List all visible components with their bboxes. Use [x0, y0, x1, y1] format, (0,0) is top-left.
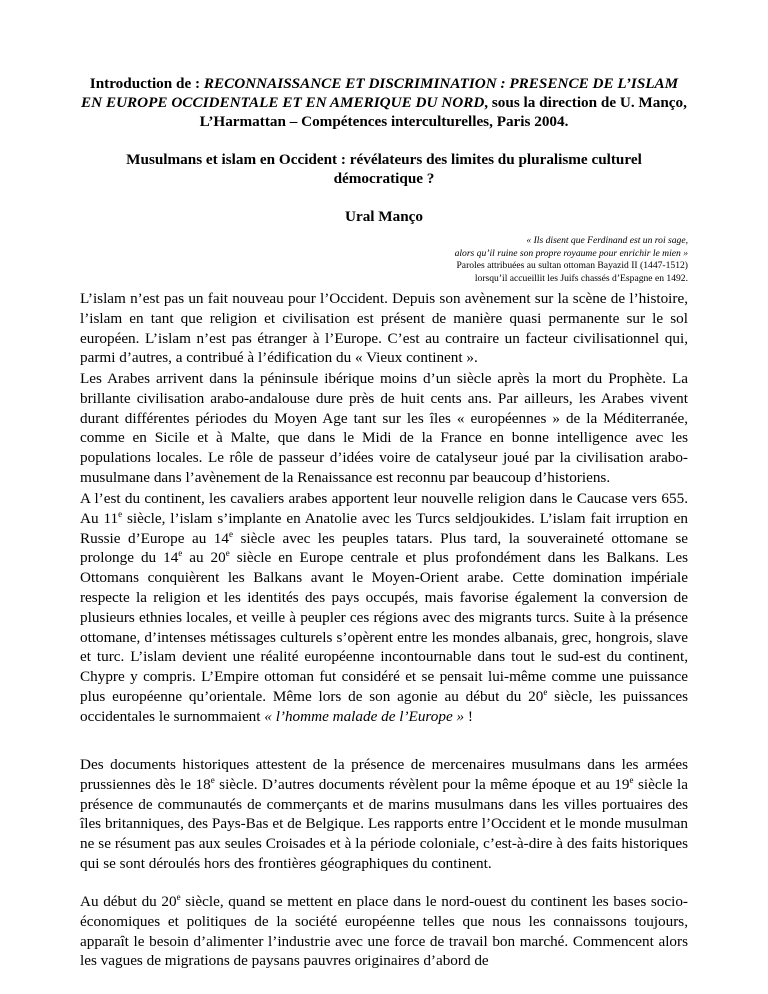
- paragraph-3: A l’est du continent, les cavaliers arabes apportent leur nouvelle religion dans le Caucase vers 655. Au 11e siècle, l’islam s’implante en Anatolie avec les Turcs seldjoukides. L’islam fait irruption en Russie d’Europe au 14e siècle avec les peuples tatars. Plus tard, la souveraineté ottomane se prolonge du 14e au 20e siècle en Europe centrale et plus profondément dans les Balkans. Les Ottomans conquièrent les Balkans avant le Moyen-Orient arabe. Cette domination impériale respecte la religion et les identités des pays occupés, mais favorise également la conversion de plusieurs ethnies locales, et veille à peupler ces régions avec des migrants turcs. Suite à la présence ottomane, d’intenses métissages culturels s’opèrent entre les mondes albanais, grec, hongrois, slave et turc. L’islam devient une réalité européenne incontournable dans tout le sud-est du continent, Chypre y compris. L’Empire ottoman fut considéré et se pensait lui-même comme une puissance plus européenne qu’orientale. Même lors de son agonie au début du 20e siècle, les puissances occidentales le surnommaient « l’homme malade de l’Europe » !: [80, 490, 689, 725]
- epigraph-quote-line1: « Ils disent que Ferdinand est un roi sage,: [526, 235, 688, 246]
- superscript: e: [228, 528, 233, 539]
- header-suffix: , sous la direction de U. Manço, L’Harmattan – Compétences interculturelles, Paris 2004.: [199, 94, 687, 130]
- superscript: e: [629, 774, 634, 785]
- paragraph-4: Des documents historiques attestent de la présence de mercenaires musulmans dans les armées prussiennes dès le 18e siècle. D’autres documents révèlent pour la même époque et au 19e siècle la présence de communautés de commerçants et de marins musulmans dans les villes portuaires des îles britanniques, des Pays-Bas et de Belgique. Les rapports entre l’Occident et le monde musulman ne se résument pas aux seules Croisades et à la période coloniale, c’est-à-dire à des faits historiques qui se sont déroulés hors des frontières géographiques du continent.: [80, 756, 688, 872]
- superscript: e: [210, 774, 215, 785]
- epigraph-attribution-line2: lorsqu’il accueillit les Juifs chassés d’Espagne en 1492.: [474, 272, 688, 284]
- intro-header: [80, 74, 688, 131]
- article-subtitle: Musulmans et islam en Occident : révélateurs des limites du pluralisme culturel démocratique ?: [126, 151, 642, 187]
- paragraph-2: Les Arabes arrivent dans la péninsule ibérique moins d’un siècle après la mort du Prophète. La brillante civilisation arabo-andalouse dure près de huit cents ans. Par ailleurs, les Arabes vivent durant différentes périodes du Moyen Age tant sur les îles « européennes » de la Méditerranée, comme en Sicile et à Malte, que dans le Midi de la France en bonne intelligence avec les populations locales. Le rôle de passeur d’idées voire de catalyseur joué par la civilisation arabo-musulmane dans l’avènement de la Renaissance est reconnu par beaucoup d’historiens.: [80, 370, 688, 486]
- superscript: e: [178, 548, 183, 559]
- paragraph-5: Au début du 20e siècle, quand se mettent en place dans le nord-ouest du continent les bases socio-économiques et politiques de la société européenne telles que nous les connaissons toujours, apparaît le besoin d’alimenter l’industrie avec une force de travail bon marché. Commencent alors les vagues de migrations de paysans pauvres originaires d’abord de: [80, 892, 688, 970]
- epigraph-quote-line2: alors qu’il ruine son propre royaume pour enrichir le mien »: [454, 247, 688, 259]
- superscript: e: [176, 892, 181, 902]
- italic-quote: « l’homme malade de l’Europe »: [264, 707, 465, 725]
- epigraph: [288, 235, 688, 285]
- book-title: RECONNAISSANCE ET DISCRIMINATION : PRESENCE DE L’ISLAM EN EUROPE OCCIDENTALE ET EN AMERIQUE DU NORD: [81, 75, 679, 111]
- author-name: Ural Manço: [344, 208, 424, 225]
- superscript: e: [118, 508, 123, 519]
- superscript: e: [543, 686, 548, 697]
- epigraph-attribution-line1: Paroles attribuées au sultan ottoman Bayazid II (1447-1512): [456, 260, 688, 271]
- paragraph-1: L’islam n’est pas un fait nouveau pour l’Occident. Depuis son avènement sur la scène de l’histoire, l’islam en tant que religion et civilisation est présent de manière quasi permanente sur le sol européen. L’islam n’est pas étranger à l’Europe. C’est au contraire un facteur civilisationnel qui, parmi d’autres, a contribué à l’édification du « Vieux continent ».: [80, 290, 688, 367]
- header-prefix: Introduction de :: [89, 75, 204, 92]
- superscript: e: [225, 548, 230, 559]
